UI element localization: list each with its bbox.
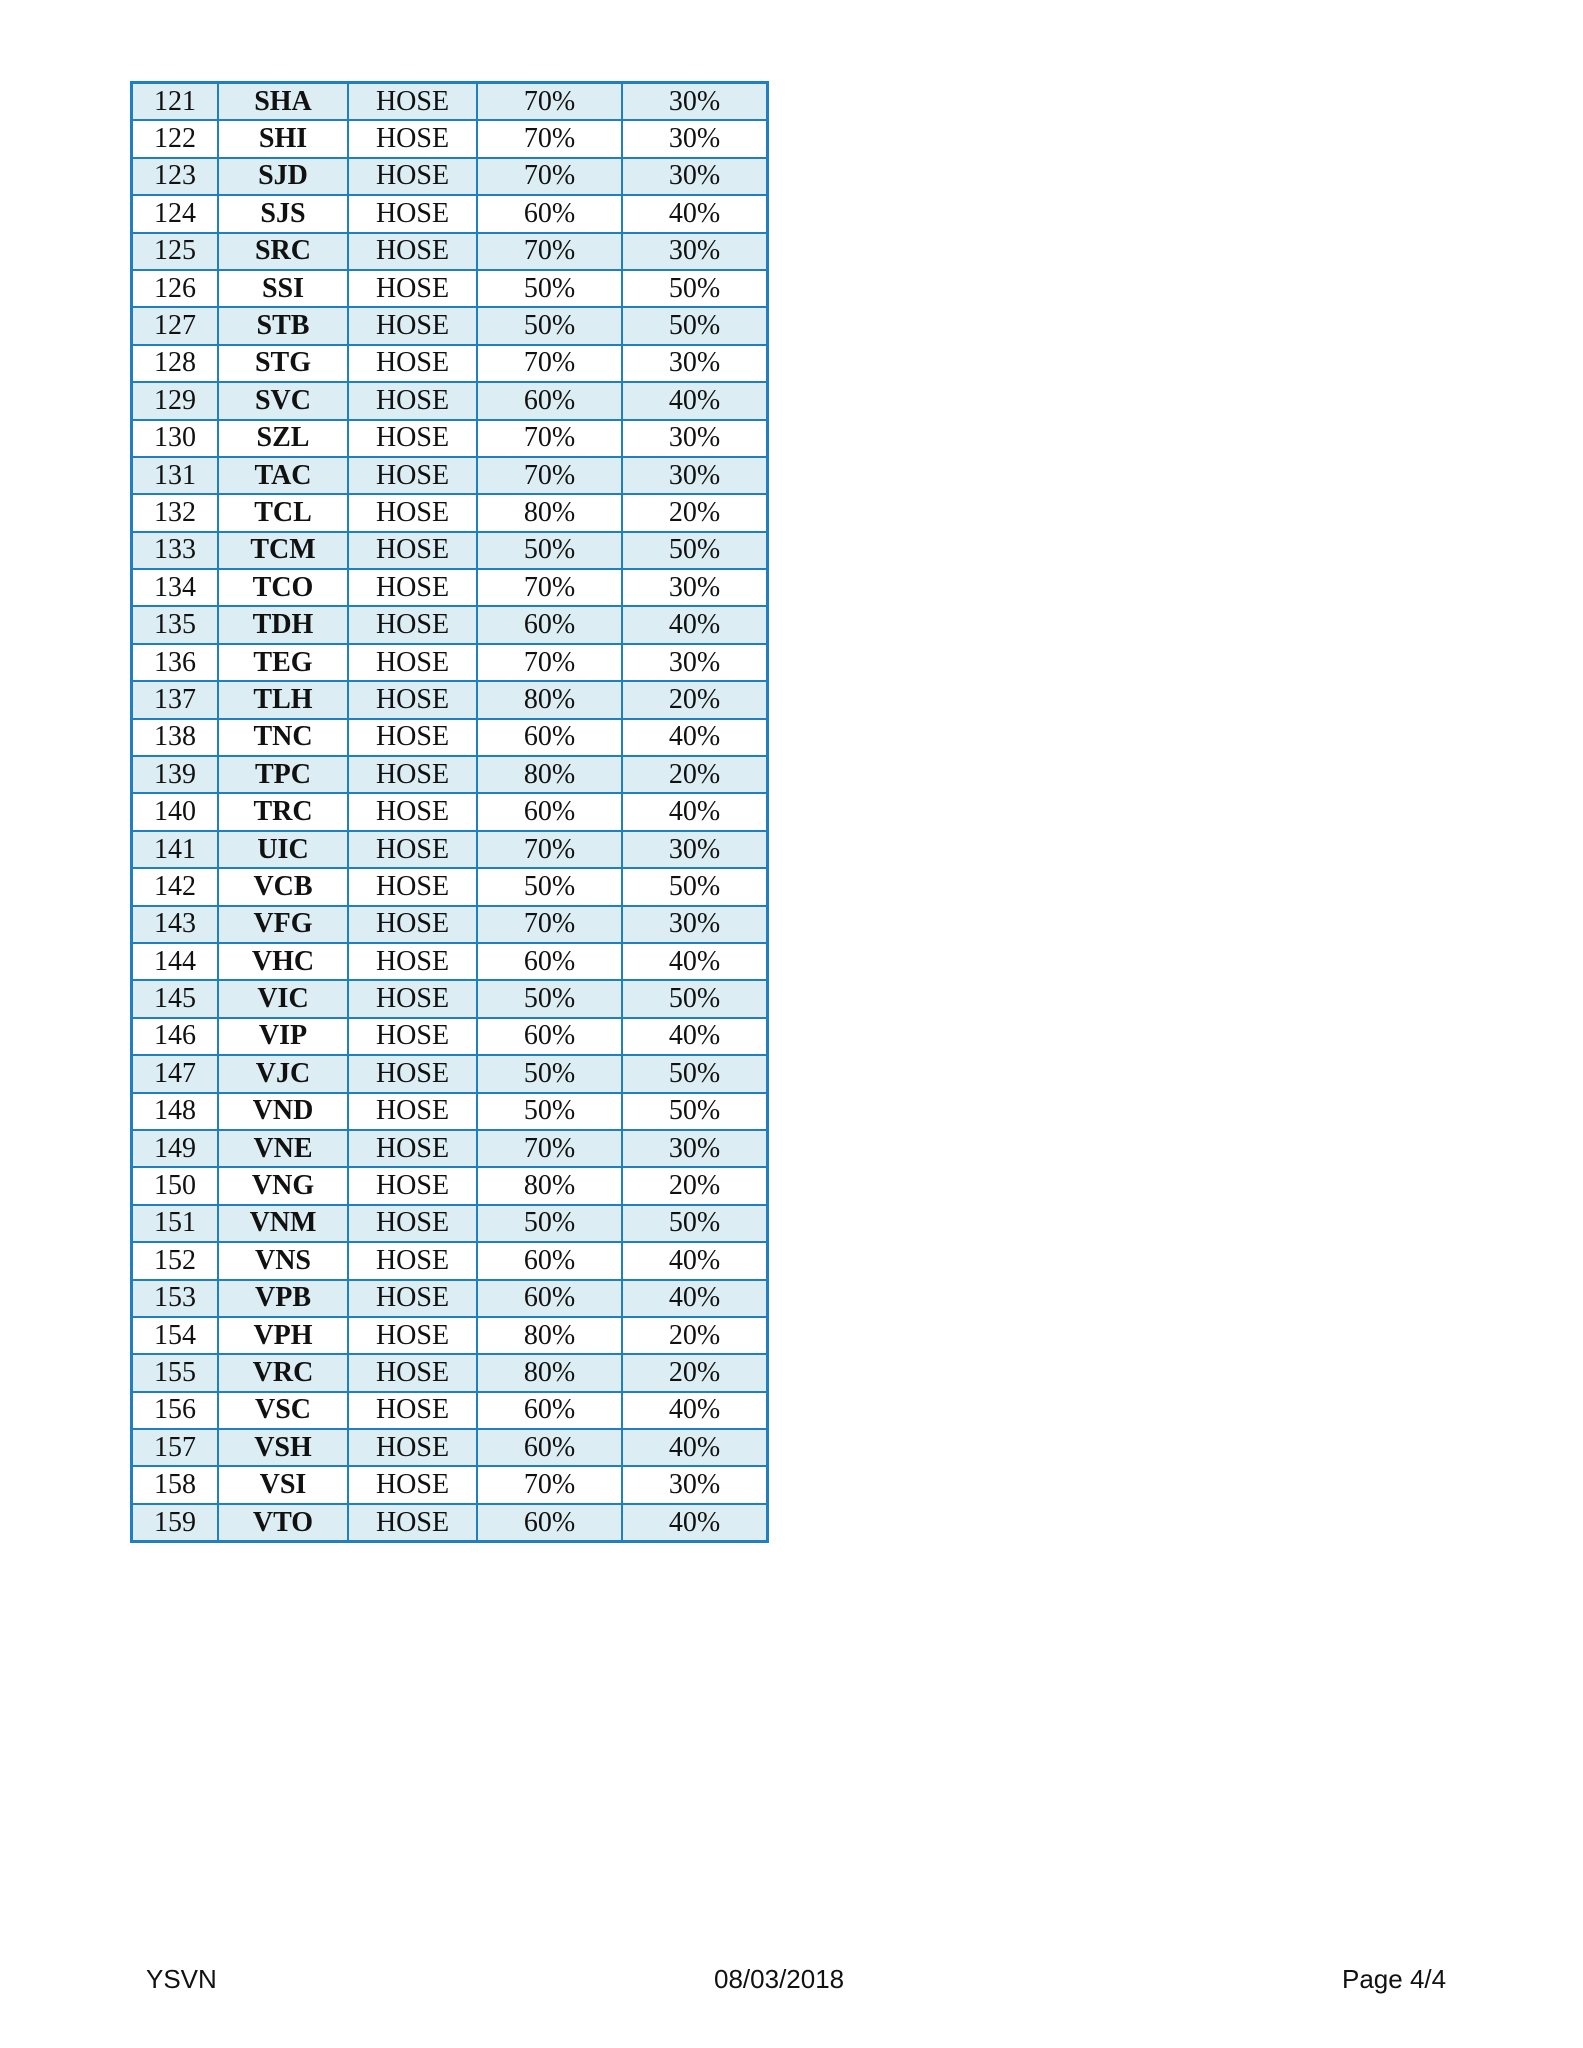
ratio-a-cell: 70%: [477, 345, 622, 382]
ratio-b-cell: 30%: [622, 1130, 768, 1167]
ratio-b-cell: 30%: [622, 644, 768, 681]
row-number-cell: 121: [132, 83, 219, 121]
ratio-b-cell: 50%: [622, 1055, 768, 1092]
stock-code-cell: VRC: [218, 1354, 348, 1391]
ratio-b-cell: 30%: [622, 158, 768, 195]
table-row: [132, 120, 768, 157]
row-number-cell: 154: [132, 1317, 219, 1354]
ratio-a-cell: 80%: [477, 756, 622, 793]
row-number-cell: 137: [132, 681, 219, 718]
stock-code-cell: TCM: [218, 532, 348, 569]
ratio-b-cell: 20%: [622, 494, 768, 531]
exchange-cell: HOSE: [348, 1242, 477, 1279]
table-row: [132, 1018, 768, 1055]
exchange-cell: HOSE: [348, 980, 477, 1017]
exchange-cell: HOSE: [348, 1130, 477, 1167]
ratio-b-cell: 40%: [622, 1429, 768, 1466]
ratio-a-cell: 60%: [477, 606, 622, 643]
stock-code-cell: TCO: [218, 569, 348, 606]
exchange-cell: HOSE: [348, 1205, 477, 1242]
ratio-b-cell: 20%: [622, 1354, 768, 1391]
stock-code-cell: VCB: [218, 868, 348, 905]
row-number-cell: 158: [132, 1466, 219, 1503]
stock-code-cell: UIC: [218, 831, 348, 868]
ratio-b-cell: 30%: [622, 569, 768, 606]
ratio-b-cell: 30%: [622, 120, 768, 157]
table-row: [132, 756, 768, 793]
stock-code-cell: SVC: [218, 382, 348, 419]
row-number-cell: 146: [132, 1018, 219, 1055]
row-number-cell: 155: [132, 1354, 219, 1391]
exchange-cell: HOSE: [348, 1504, 477, 1542]
row-number-cell: 141: [132, 831, 219, 868]
table-row: [132, 83, 768, 121]
table-row: [132, 1429, 768, 1466]
ratio-a-cell: 60%: [477, 195, 622, 232]
stock-code-cell: SHA: [218, 83, 348, 121]
ratio-b-cell: 40%: [622, 1018, 768, 1055]
table-row: [132, 1317, 768, 1354]
row-number-cell: 130: [132, 420, 219, 457]
exchange-cell: HOSE: [348, 1280, 477, 1317]
ratio-a-cell: 80%: [477, 1167, 622, 1204]
exchange-cell: HOSE: [348, 1317, 477, 1354]
stock-code-cell: VHC: [218, 943, 348, 980]
exchange-cell: HOSE: [348, 1093, 477, 1130]
exchange-cell: HOSE: [348, 719, 477, 756]
exchange-cell: HOSE: [348, 1392, 477, 1429]
row-number-cell: 145: [132, 980, 219, 1017]
row-number-cell: 126: [132, 270, 219, 307]
stock-code-cell: SRC: [218, 233, 348, 270]
ratio-b-cell: 50%: [622, 980, 768, 1017]
footer-date: 08/03/2018: [714, 1964, 845, 1994]
row-number-cell: 157: [132, 1429, 219, 1466]
ratio-a-cell: 70%: [477, 120, 622, 157]
table-row: [132, 233, 768, 270]
ratio-b-cell: 20%: [622, 756, 768, 793]
exchange-cell: HOSE: [348, 756, 477, 793]
ratio-b-cell: 40%: [622, 606, 768, 643]
stock-code-cell: VSI: [218, 1466, 348, 1503]
stock-code-cell: VNM: [218, 1205, 348, 1242]
exchange-cell: HOSE: [348, 906, 477, 943]
exchange-cell: HOSE: [348, 233, 477, 270]
row-number-cell: 136: [132, 644, 219, 681]
ratio-a-cell: 70%: [477, 569, 622, 606]
table-row: [132, 681, 768, 718]
row-number-cell: 159: [132, 1504, 219, 1542]
stock-table-body: [132, 83, 768, 1542]
exchange-cell: HOSE: [348, 120, 477, 157]
table-row: [132, 644, 768, 681]
table-row: [132, 494, 768, 531]
stock-code-cell: TRC: [218, 793, 348, 830]
row-number-cell: 134: [132, 569, 219, 606]
row-number-cell: 133: [132, 532, 219, 569]
ratio-b-cell: 50%: [622, 1205, 768, 1242]
exchange-cell: HOSE: [348, 532, 477, 569]
row-number-cell: 142: [132, 868, 219, 905]
table-row: [132, 1130, 768, 1167]
table-row: [132, 906, 768, 943]
ratio-b-cell: 30%: [622, 457, 768, 494]
table-row: [132, 943, 768, 980]
ratio-a-cell: 80%: [477, 681, 622, 718]
exchange-cell: HOSE: [348, 1429, 477, 1466]
row-number-cell: 144: [132, 943, 219, 980]
ratio-a-cell: 60%: [477, 1392, 622, 1429]
table-row: [132, 606, 768, 643]
stock-code-cell: SHI: [218, 120, 348, 157]
ratio-b-cell: 40%: [622, 195, 768, 232]
exchange-cell: HOSE: [348, 681, 477, 718]
ratio-a-cell: 70%: [477, 906, 622, 943]
exchange-cell: HOSE: [348, 457, 477, 494]
row-number-cell: 124: [132, 195, 219, 232]
ratio-b-cell: 40%: [622, 943, 768, 980]
stock-code-cell: VNG: [218, 1167, 348, 1204]
ratio-a-cell: 50%: [477, 532, 622, 569]
table-row: [132, 719, 768, 756]
ratio-a-cell: 60%: [477, 382, 622, 419]
table-row: [132, 1504, 768, 1542]
ratio-b-cell: 50%: [622, 532, 768, 569]
ratio-a-cell: 70%: [477, 233, 622, 270]
table-row: [132, 569, 768, 606]
exchange-cell: HOSE: [348, 1018, 477, 1055]
ratio-b-cell: 40%: [622, 1280, 768, 1317]
row-number-cell: 152: [132, 1242, 219, 1279]
exchange-cell: HOSE: [348, 494, 477, 531]
exchange-cell: HOSE: [348, 1354, 477, 1391]
ratio-b-cell: 50%: [622, 307, 768, 344]
stock-code-cell: VTO: [218, 1504, 348, 1542]
row-number-cell: 147: [132, 1055, 219, 1092]
row-number-cell: 143: [132, 906, 219, 943]
ratio-b-cell: 40%: [622, 793, 768, 830]
stock-code-cell: VNS: [218, 1242, 348, 1279]
stock-code-cell: TAC: [218, 457, 348, 494]
stock-code-cell: TLH: [218, 681, 348, 718]
ratio-a-cell: 60%: [477, 1242, 622, 1279]
row-number-cell: 139: [132, 756, 219, 793]
exchange-cell: HOSE: [348, 420, 477, 457]
ratio-a-cell: 70%: [477, 420, 622, 457]
row-number-cell: 153: [132, 1280, 219, 1317]
footer-page-number: Page 4/4: [1342, 1964, 1447, 1994]
stock-code-cell: VFG: [218, 906, 348, 943]
ratio-a-cell: 80%: [477, 1317, 622, 1354]
row-number-cell: 156: [132, 1392, 219, 1429]
table-row: [132, 1392, 768, 1429]
ratio-a-cell: 50%: [477, 980, 622, 1017]
exchange-cell: HOSE: [348, 569, 477, 606]
ratio-a-cell: 70%: [477, 83, 622, 121]
row-number-cell: 122: [132, 120, 219, 157]
exchange-cell: HOSE: [348, 644, 477, 681]
ratio-a-cell: 60%: [477, 1018, 622, 1055]
footer-company: YSVN: [146, 1964, 217, 1994]
table-row: [132, 868, 768, 905]
stock-code-cell: VPB: [218, 1280, 348, 1317]
ratio-a-cell: 60%: [477, 1280, 622, 1317]
ratio-b-cell: 50%: [622, 868, 768, 905]
ratio-a-cell: 70%: [477, 457, 622, 494]
stock-code-cell: TCL: [218, 494, 348, 531]
row-number-cell: 150: [132, 1167, 219, 1204]
table-row: [132, 457, 768, 494]
table-row: [132, 420, 768, 457]
exchange-cell: HOSE: [348, 270, 477, 307]
ratio-b-cell: 30%: [622, 906, 768, 943]
table-row: [132, 1055, 768, 1092]
ratio-b-cell: 40%: [622, 719, 768, 756]
row-number-cell: 128: [132, 345, 219, 382]
stock-table: [130, 81, 769, 1543]
ratio-b-cell: 50%: [622, 1093, 768, 1130]
ratio-a-cell: 60%: [477, 1429, 622, 1466]
ratio-a-cell: 70%: [477, 1466, 622, 1503]
row-number-cell: 123: [132, 158, 219, 195]
ratio-b-cell: 30%: [622, 233, 768, 270]
table-row: [132, 1354, 768, 1391]
ratio-a-cell: 50%: [477, 868, 622, 905]
ratio-b-cell: 40%: [622, 382, 768, 419]
ratio-a-cell: 50%: [477, 1055, 622, 1092]
stock-code-cell: VIC: [218, 980, 348, 1017]
stock-code-cell: VSH: [218, 1429, 348, 1466]
row-number-cell: 131: [132, 457, 219, 494]
ratio-b-cell: 30%: [622, 345, 768, 382]
ratio-b-cell: 50%: [622, 270, 768, 307]
exchange-cell: HOSE: [348, 307, 477, 344]
ratio-b-cell: 40%: [622, 1242, 768, 1279]
stock-code-cell: STB: [218, 307, 348, 344]
stock-code-cell: TPC: [218, 756, 348, 793]
exchange-cell: HOSE: [348, 195, 477, 232]
table-row: [132, 345, 768, 382]
ratio-a-cell: 50%: [477, 1093, 622, 1130]
ratio-b-cell: 40%: [622, 1392, 768, 1429]
table-row: [132, 793, 768, 830]
stock-code-cell: SSI: [218, 270, 348, 307]
stock-code-cell: TDH: [218, 606, 348, 643]
ratio-a-cell: 50%: [477, 307, 622, 344]
ratio-b-cell: 30%: [622, 420, 768, 457]
table-row: [132, 307, 768, 344]
ratio-a-cell: 60%: [477, 719, 622, 756]
ratio-b-cell: 20%: [622, 1167, 768, 1204]
table-row: [132, 158, 768, 195]
ratio-a-cell: 60%: [477, 1504, 622, 1542]
ratio-b-cell: 30%: [622, 1466, 768, 1503]
stock-code-cell: TEG: [218, 644, 348, 681]
ratio-a-cell: 80%: [477, 494, 622, 531]
exchange-cell: HOSE: [348, 943, 477, 980]
ratio-a-cell: 70%: [477, 158, 622, 195]
table-row: [132, 1280, 768, 1317]
table-row: [132, 1093, 768, 1130]
exchange-cell: HOSE: [348, 1055, 477, 1092]
ratio-a-cell: 50%: [477, 1205, 622, 1242]
stock-code-cell: SJS: [218, 195, 348, 232]
table-row: [132, 1205, 768, 1242]
stock-code-cell: VPH: [218, 1317, 348, 1354]
stock-code-cell: VND: [218, 1093, 348, 1130]
row-number-cell: 135: [132, 606, 219, 643]
exchange-cell: HOSE: [348, 1167, 477, 1204]
ratio-a-cell: 70%: [477, 644, 622, 681]
exchange-cell: HOSE: [348, 868, 477, 905]
table-row: [132, 195, 768, 232]
ratio-b-cell: 30%: [622, 831, 768, 868]
stock-code-cell: VJC: [218, 1055, 348, 1092]
row-number-cell: 138: [132, 719, 219, 756]
ratio-b-cell: 20%: [622, 1317, 768, 1354]
exchange-cell: HOSE: [348, 83, 477, 121]
exchange-cell: HOSE: [348, 158, 477, 195]
stock-code-cell: SZL: [218, 420, 348, 457]
stock-code-cell: SJD: [218, 158, 348, 195]
ratio-a-cell: 70%: [477, 831, 622, 868]
ratio-a-cell: 70%: [477, 1130, 622, 1167]
table-row: [132, 532, 768, 569]
table-row: [132, 1466, 768, 1503]
row-number-cell: 140: [132, 793, 219, 830]
stock-code-cell: VSC: [218, 1392, 348, 1429]
table-row: [132, 831, 768, 868]
row-number-cell: 132: [132, 494, 219, 531]
exchange-cell: HOSE: [348, 831, 477, 868]
exchange-cell: HOSE: [348, 606, 477, 643]
ratio-b-cell: 20%: [622, 681, 768, 718]
ratio-a-cell: 50%: [477, 270, 622, 307]
stock-code-cell: TNC: [218, 719, 348, 756]
table-row: [132, 270, 768, 307]
exchange-cell: HOSE: [348, 1466, 477, 1503]
ratio-b-cell: 40%: [622, 1504, 768, 1542]
stock-code-cell: VIP: [218, 1018, 348, 1055]
table-row: [132, 382, 768, 419]
ratio-a-cell: 60%: [477, 793, 622, 830]
ratio-a-cell: 60%: [477, 943, 622, 980]
row-number-cell: 148: [132, 1093, 219, 1130]
exchange-cell: HOSE: [348, 793, 477, 830]
stock-code-cell: STG: [218, 345, 348, 382]
table-row: [132, 1167, 768, 1204]
ratio-b-cell: 30%: [622, 83, 768, 121]
row-number-cell: 127: [132, 307, 219, 344]
stock-code-cell: VNE: [218, 1130, 348, 1167]
exchange-cell: HOSE: [348, 345, 477, 382]
row-number-cell: 149: [132, 1130, 219, 1167]
row-number-cell: 151: [132, 1205, 219, 1242]
row-number-cell: 129: [132, 382, 219, 419]
table-row: [132, 980, 768, 1017]
ratio-a-cell: 80%: [477, 1354, 622, 1391]
table-row: [132, 1242, 768, 1279]
exchange-cell: HOSE: [348, 382, 477, 419]
row-number-cell: 125: [132, 233, 219, 270]
